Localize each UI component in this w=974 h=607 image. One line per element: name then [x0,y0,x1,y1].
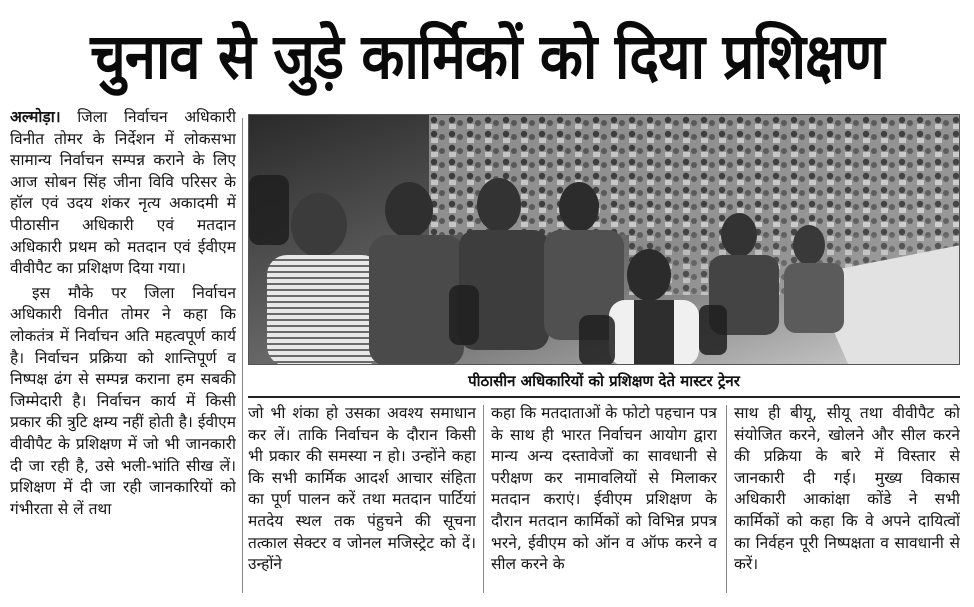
photo-caption: पीठासीन अधिकारियों को प्रशिक्षण देते मास्टर ट्रेनर [468,372,740,390]
article-column-3 [491,403,717,593]
paragraph: साथ ही बीयू, सीयू तथा वीवीपैट को संयोजित करने, खोलने और सील करने की प्रक्रिया के बारे में विस्तार से जानकारी दी गई। मुख्य विकास अधिकारी आकांक्षा कोंडे ने सभी कार्मिकों को कहा कि वे अपने दायित्वों का निर्वहन पूरी निष्पक्षता व सावधानी से करें। [734,404,960,574]
audience-photo-image [249,115,960,365]
article-column-1 [10,107,236,597]
paragraph-text: जिला निर्वाचन अधिकारी विनीत तोमर के निर्देशन में लोकसभा सामान्य निर्वाचन सम्पन्न कराने के लिए आज सोबन सिंह जीना विवि परिसर के हॉल एवं उदय शंकर नृत्य अकादमी में पीठासीन अधिकारी एवं मतदान अधिकारी प्रथम को मतदान एवं ईवीएम वीवीपैट का प्रशिक्षण दिया गया। [10,108,236,278]
column-divider [242,118,243,593]
article-column-2 [248,403,476,593]
headline: चुनाव से जुड़े कार्मिकों को दिया प्रशिक्षण [90,20,884,94]
paragraph: जो भी शंका हो उसका अवश्य समाधान कर लें। ताकि निर्वाचन के दौरान किसी भी प्रकार की समस्या न हो। उन्होंने कहा कि सभी कार्मिक आदर्श आचार संहिता का पूर्ण पालन करें तथा मतदान पार्टियां मतदेय स्थल तक पंहुचने की सूचना तत्काल सेक्टर व जोनल मजिस्ट्रेट को दें। उन्होंने [248,404,476,574]
dateline: अल्मोड़ा। [10,108,61,126]
article-column-4 [734,403,960,593]
paragraph [10,107,236,280]
paragraph: कहा कि मतदाताओं के फोटो पहचान पत्र के साथ ही भारत निर्वाचन आयोग द्वारा मान्य अन्य दस्तावेजों का सावधानी से परीक्षण कर नामावलियों से मिलाकर मतदान कराएं। ईवीएम प्रशिक्षण के दौरान मतदान कार्मिकों को विभिन्न प्रपत्र भरने, ईवीएम को ऑन व ऑफ करने व सील करने के [491,404,717,574]
column-divider [483,405,484,593]
paragraph: इस मौके पर जिला निर्वाचन अधिकारी विनीत तोमर ने कहा कि लोकतंत्र में निर्वाचन अति महत्वपूर्ण कार्य है। निर्वाचन प्रक्रिया को शान्तिपूर्ण व निष्पक्ष ढंग से सम्पन्न कराना हम सबकी जिम्मेदारी है। निर्वाचन कार्य में किसी प्रकार की त्रुटि क्षम्य नहीं होती है। ईवीएम वीवीपैट के प्रशिक्षण में जो भी जानकारी दी जा रही है, उसे भली-भांति सीख लें। प्रशिक्षण में दी जा रही जानकारियों को गंभीरता से लें तथा [10,283,236,518]
column-divider [726,405,727,593]
training-photo [248,114,960,365]
caption-divider [248,396,960,398]
